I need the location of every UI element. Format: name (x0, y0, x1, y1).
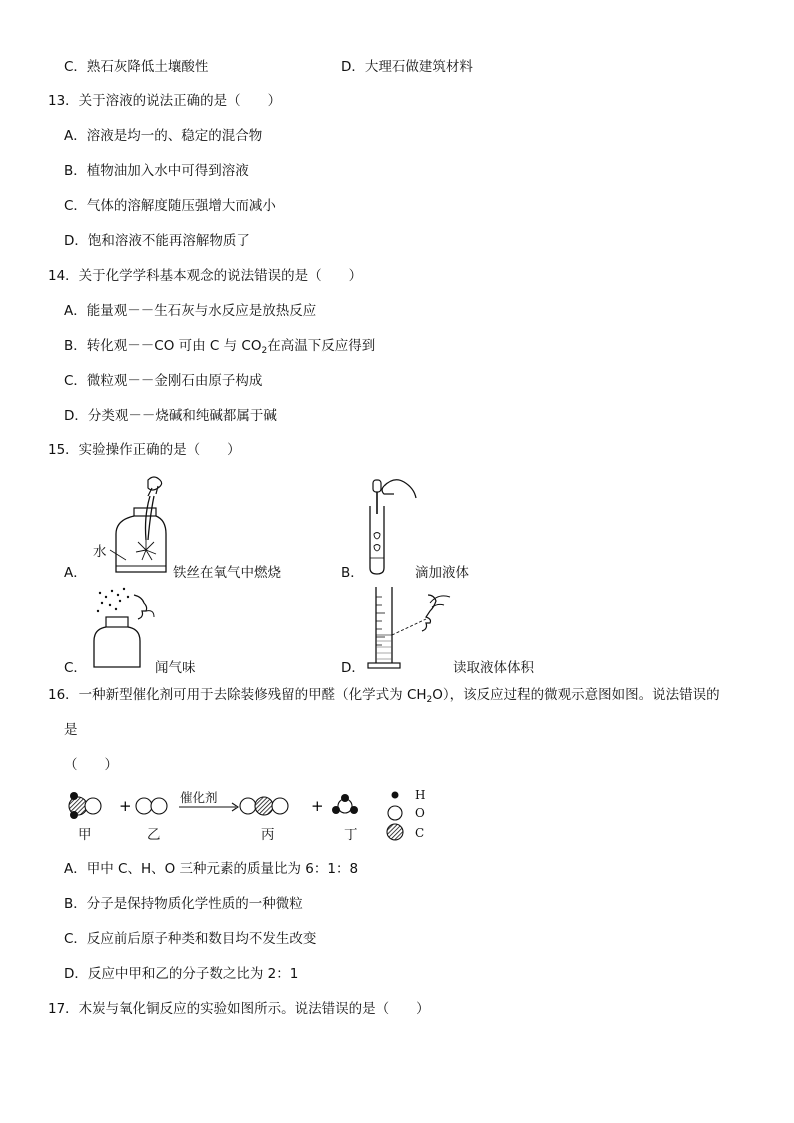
q16-stem-text: 16．一种新型催化剂可用于去除装修残留的甲醛（化学式为 CH (48, 687, 427, 703)
label-ding: 丁 (344, 827, 358, 843)
catalyst-label: 催化剂 (180, 790, 218, 805)
q15-option-b-caption: 滴加液体 (415, 565, 469, 581)
q14-option-b-subscript: 2 (261, 346, 268, 356)
iron-wire-combustion-figure (108, 474, 174, 578)
q12-option-d: D．大理石做建筑材料 (341, 59, 473, 75)
q16-answer-paren: （ ） (64, 757, 118, 773)
q13-option-b: B．植物油加入水中可得到溶液 (64, 163, 249, 179)
svg-text:+: + (311, 797, 324, 815)
q16-option-d: D．反应中甲和乙的分子数之比为 2：1 (64, 966, 299, 982)
q15-option-a-caption: 铁丝在氧气中燃烧 (173, 565, 281, 581)
q15-option-a-water-label: 水 (93, 544, 107, 560)
q15-option-d-caption: 读取液体体积 (453, 660, 534, 676)
graduated-cylinder-figure (366, 585, 456, 671)
q15-option-b-letter: B． (341, 565, 364, 581)
label-bing: 丙 (261, 827, 275, 843)
q14-option-b-tail: 在高温下反应得到 (267, 338, 376, 354)
reaction-micro-diagram (64, 788, 444, 844)
q14-option-d: D．分类观－－烧碱和纯碱都属于碱 (64, 408, 277, 424)
q13-option-d: D．饱和溶液不能再溶解物质了 (64, 233, 250, 249)
molecule-ding (332, 794, 358, 814)
q14-option-a: A．能量观－－生石灰与水反应是放热反应 (64, 303, 317, 319)
q16-option-b: B．分子是保持物质化学性质的一种微粒 (64, 896, 303, 912)
legend-o: O (415, 806, 425, 820)
q16-stem-tail: O），该反应过程的微观示意图如图。说法错误的 (432, 687, 720, 703)
legend-atoms (387, 792, 403, 841)
molecule-bing (240, 797, 288, 815)
label-yi: 乙 (147, 827, 161, 843)
q14-option-c: C．微粒观－－金刚石由原子构成 (64, 373, 263, 389)
q16-stem (48, 686, 720, 709)
q14-stem: 14．关于化学学科基本观念的说法错误的是（ ） (48, 268, 363, 284)
q13-option-a: A．溶液是均一的、稳定的混合物 (64, 128, 263, 144)
q14-option-b-text: B．转化观－－CO 可由 C 与 CO (64, 338, 262, 354)
molecule-yi (136, 798, 167, 814)
smell-gas-figure (90, 585, 156, 671)
q16-option-a: A．甲中 C、H、O 三种元素的质量比为 6：1：8 (64, 861, 359, 877)
q14-option-b (64, 337, 375, 360)
legend-c: C (415, 826, 425, 840)
q15-option-c-letter: C． (64, 660, 87, 676)
svg-text:+: + (119, 797, 132, 815)
q15-option-c-caption: 闻气味 (155, 660, 196, 676)
q13-stem: 13．关于溶液的说法正确的是（ ） (48, 93, 282, 109)
q15-stem: 15．实验操作正确的是（ ） (48, 442, 241, 458)
q16-option-c: C．反应前后原子种类和数目均不发生改变 (64, 931, 317, 947)
q15-option-a-letter: A． (64, 565, 87, 581)
q15-option-d-letter: D． (341, 660, 365, 676)
q16-stem-line2: 是 (64, 722, 78, 738)
q12-option-c: C．熟石灰降低土壤酸性 (64, 59, 209, 75)
dropper-figure (362, 474, 420, 578)
legend-h: H (415, 788, 426, 802)
q16-stem-subscript: 2 (426, 695, 433, 705)
q13-option-c: C．气体的溶解度随压强增大而减小 (64, 198, 276, 214)
q17-stem: 17．木炭与氧化铜反应的实验如图所示。说法错误的是（ ） (48, 1001, 430, 1017)
label-jia: 甲 (78, 827, 92, 843)
molecule-jia (69, 792, 101, 819)
